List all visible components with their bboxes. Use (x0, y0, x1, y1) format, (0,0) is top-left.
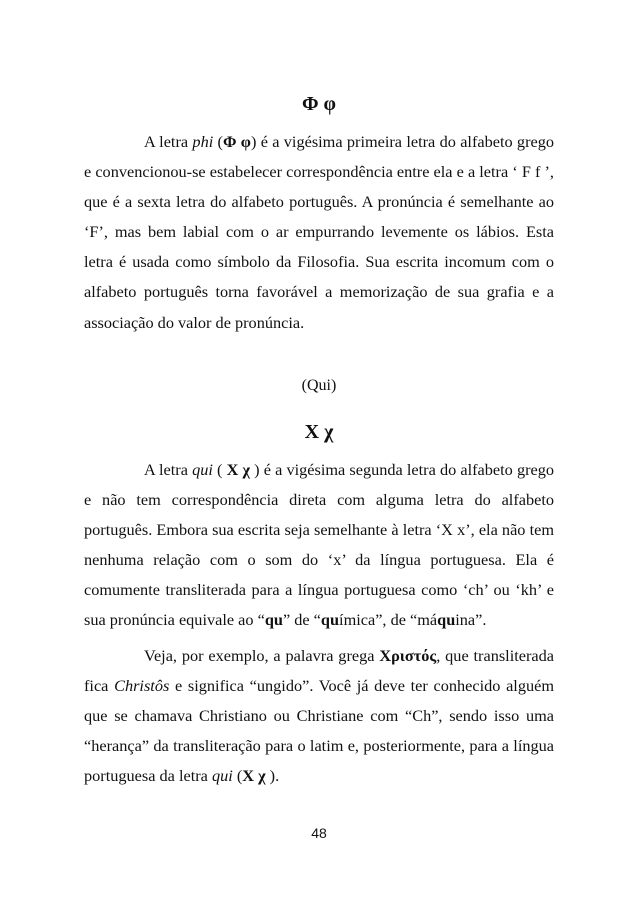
qui-label: (Qui) (301, 377, 337, 394)
qui-name-italic: qui (192, 460, 213, 479)
christos-italic: Christôs (114, 676, 170, 696)
phi-text-3: ) é a vigésima primeira letra do alfabeto grego e convencionou-se estabelecer correspondência entre ela e a letra ‘ F f ’, que é a sexta letra do alfabeto português. A pronúncia é semelhante ao ‘F’, mas bem labial com o ar empurrando levemente os lábios. Esta letra é usada como símbolo da Filosofia. Sua escrita incomum com o alfabeto português torna favorável a memorização de sua grafia e a associação do valor de pronúncia. (84, 132, 555, 332)
qui-text-5: ímica”, de “má (339, 610, 438, 630)
qui-text-4: ” de “ (282, 610, 321, 630)
phi-paragraph (84, 127, 554, 338)
phi-heading: Φ φ (301, 93, 337, 115)
phi-letter-bold: Φ φ (222, 132, 251, 151)
qu-bold-3: qu (437, 610, 456, 630)
qui-text-1: A letra (144, 460, 193, 479)
qui2-text-2: , que transliterada fica (84, 646, 554, 696)
qu-bold-1: qu (264, 610, 283, 630)
qu-bold-2: qu (320, 610, 340, 630)
phi-text-2: ( (213, 132, 223, 151)
qui2-text-1: Veja, por exemplo, a palavra grega (144, 646, 380, 665)
qui-text-6: ina”. (455, 610, 487, 630)
qui-heading: Χ χ (304, 421, 334, 443)
qui-letter-bold: Χ χ (226, 460, 251, 479)
qui2-text-5: ). (265, 766, 280, 786)
phi-name-italic: phi (192, 132, 214, 151)
qui-paragraph-1 (84, 455, 554, 636)
qui-italic-2: qui (211, 766, 233, 786)
page-number: 48 (311, 825, 327, 841)
qui-text-2: ( (212, 460, 227, 479)
qui-text-3: ) é a vigésima segunda letra do alfabeto grego e não tem correspondência direta com alguma letra do alfabeto português. Embora sua escrita seja semelhante à letra ‘X x’, ela não tem nenhuma relação com o som do ‘x’ da língua portuguesa. Ela é comumente transliterada para a língua portuguesa como ‘ch’ ou ‘kh’ e sua pronúncia equivale ao “ (84, 460, 555, 630)
greek-word-bold: Χριστός (379, 646, 437, 665)
qui-paragraph-2 (84, 641, 554, 791)
phi-text-1: A letra (144, 132, 193, 151)
qui2-text-4: ( (232, 766, 243, 786)
qui-letter-bold-2: Χ χ (242, 766, 266, 786)
qui2-text-3: e significa “ungido”. Você já deve ter conhecido alguém que se chamava Christiano ou Christiane com “Ch”, sendo isso uma “herança” da transliteração para o latim e, posteriormente, para a língua portuguesa da letra (84, 676, 554, 786)
